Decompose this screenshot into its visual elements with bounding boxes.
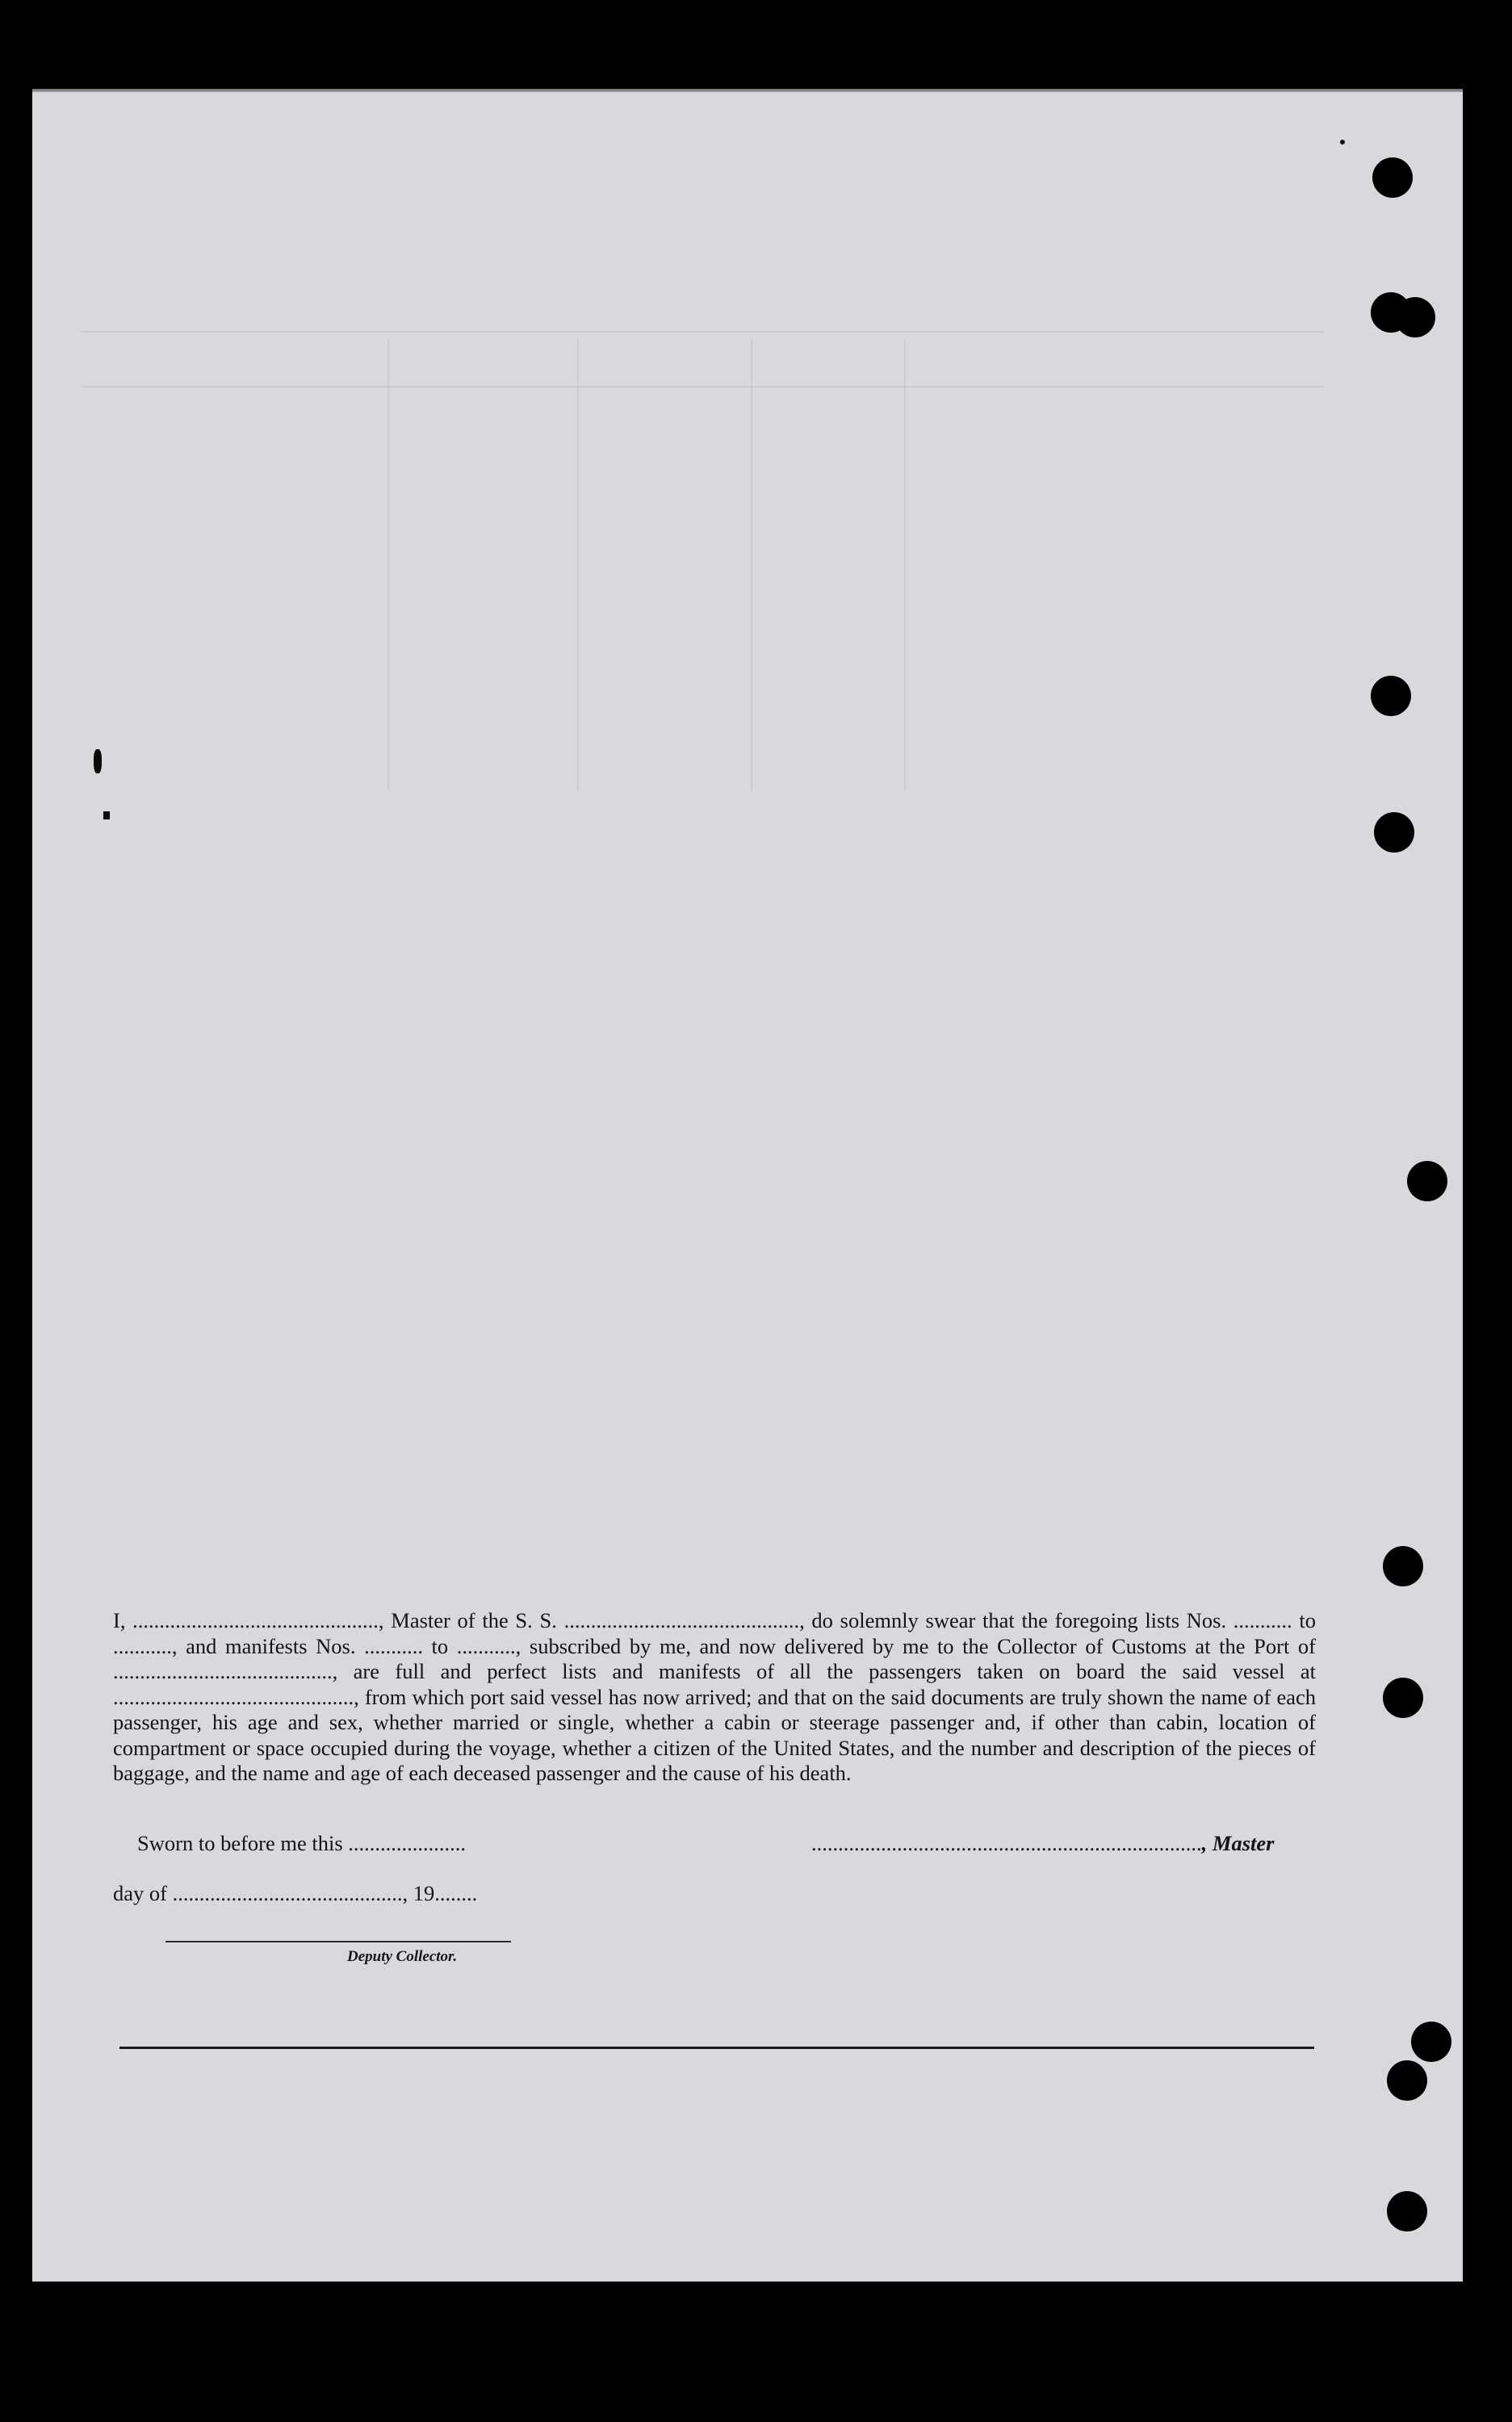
punch-hole	[1371, 676, 1411, 716]
bleed-through-line	[81, 386, 1324, 388]
master-signature-row	[811, 1831, 1274, 1856]
punch-hole	[1411, 2022, 1451, 2062]
bleed-through-column	[751, 339, 752, 791]
master-signature-field: .........................................................................	[811, 1831, 1202, 1855]
day-label: day of	[113, 1881, 167, 1905]
sworn-label: Sworn to before me this	[137, 1831, 343, 1855]
ink-speck	[103, 811, 110, 819]
day-row	[113, 1881, 477, 1906]
deputy-signature-line	[165, 1941, 511, 1942]
bleed-through-line	[81, 331, 1324, 333]
punch-hole	[1383, 1678, 1423, 1718]
ink-speck	[1340, 140, 1345, 145]
manifest-sheet	[32, 92, 1463, 2282]
day-month-field: ...........................................	[172, 1881, 403, 1905]
year-prefix: , 19	[402, 1881, 435, 1905]
oath-paragraph	[113, 1608, 1316, 1787]
year-field: ........	[434, 1881, 478, 1905]
punch-hole	[1387, 2191, 1427, 2231]
sworn-date-field: ......................	[348, 1831, 467, 1855]
punch-hole	[1372, 157, 1413, 198]
oath-text: I, .............................................., Master of the S. S. ............................................, do solemnly swear that the foregoing lists Nos. ........... to ..........., and manifests Nos. ........... to ..........., subscribed by me, and now delivered by me to the Collector of Customs at the Port of ........................................., are full and perfect lists and manifests of all the passengers taken on board the said vessel at ............................................., from which port said vessel has now arrived; and that on the said documents are truly shown the name of each passenger, his age and sex, whether married or single, whether a cabin or steerage passenger and, if other than cabin, location of compartment or space occupied during the voyage, whether a citizen of the United States, and the number and description of the pieces of baggage, and the name and age of each deceased passenger and the cause of his death.	[113, 1608, 1316, 1785]
bleed-through-column	[577, 339, 579, 791]
punch-hole	[1395, 297, 1435, 337]
master-label: , Master	[1201, 1831, 1275, 1855]
sworn-row	[137, 1831, 466, 1856]
punch-hole	[1383, 1546, 1423, 1586]
punch-hole	[1387, 2060, 1427, 2101]
bleed-through-column	[904, 339, 906, 791]
bleed-through-column	[387, 339, 389, 791]
ink-speck	[94, 749, 102, 773]
punch-hole	[1407, 1161, 1447, 1201]
bottom-rule	[119, 2047, 1314, 2049]
punch-hole	[1374, 812, 1414, 853]
deputy-collector-label: Deputy Collector.	[347, 1948, 458, 1965]
